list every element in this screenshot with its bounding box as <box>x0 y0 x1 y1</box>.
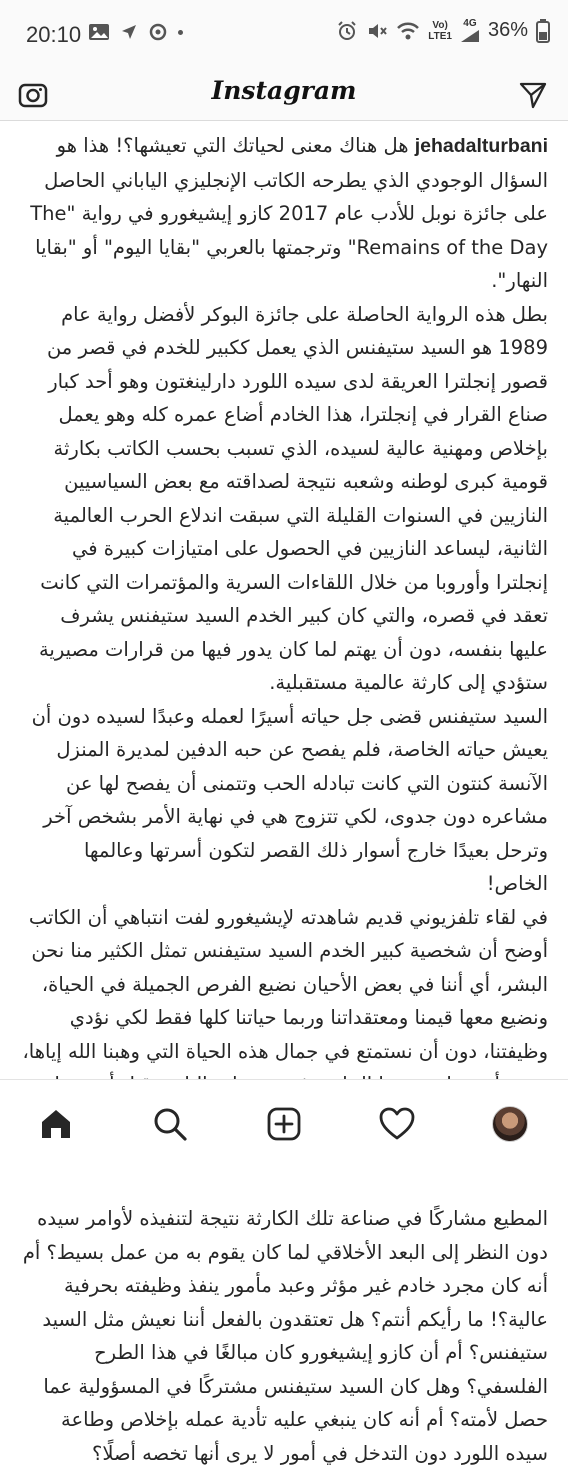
add-post-icon <box>266 1106 302 1142</box>
post-caption-area[interactable] <box>0 121 568 1465</box>
battery-icon <box>536 19 550 43</box>
status-right-icons <box>336 18 550 43</box>
network-gen-label: 4G <box>463 18 477 29</box>
nav-search[interactable] <box>150 1104 190 1144</box>
network-type <box>428 20 452 42</box>
signal-icon <box>460 29 480 43</box>
gallery-icon <box>88 22 110 42</box>
app-title: Instagram <box>211 76 357 105</box>
caption-paragraph: المطيع مشاركًا في صناعة تلك الكارثة نتيجة لتنفيذه لأوامر سيده دون النظر إلى البعد الأخلاقي لما كان يقوم به من عمل بسيط؟ أم أنه كان مجرد خادم غير مؤثر وعبد مأمور ينفذ وظيفته بحرفية عالية؟! ما رأيكم أنتم؟ هل تعتقدون بالفعل أننا نعيش مثل السيد ستيفنس؟ أم أن كازو إيشيغورو كان مبالغًا في هذا الطرح الفلسفي؟ وهل كان السيد ستيفنس مشتركًا في المسؤولية عما حصل لأمته؟ أم أنه كان ينبغي عليه تأدية عمله بإخلاص وطاعة سيده اللورد دون التدخل في أمور لا يرى أنها تخصه أصلًا؟ <box>22 1207 548 1465</box>
post-username[interactable]: jehadalturbani <box>414 135 548 157</box>
activity-heart-icon <box>378 1106 416 1142</box>
direct-message-icon <box>518 80 548 110</box>
alarm-icon <box>336 20 358 42</box>
app-header <box>0 68 568 121</box>
caption-text <box>0 121 568 1470</box>
system-nav-area <box>0 1165 568 1200</box>
more-dot-icon <box>178 30 183 35</box>
navigation-arrow-icon <box>120 23 138 41</box>
search-icon <box>152 1106 188 1142</box>
caption-paragraph-text: هل هناك معنى لحياتك التي تعيشها؟! هذا هو السؤال الوجودي الذي يطرحه الكاتب الإنجليزي الياباني الحاصل على جائزة نوبل للأدب عام 2017 كازو إيشيغورو في رواية "The Remains of the Day" وترجمتها بالعربي "بقايا اليوم" أو "بقايا النهار". <box>30 134 548 292</box>
nav-add-post[interactable] <box>264 1104 304 1144</box>
caption-paragraph: بطل هذه الرواية الحاصلة على جائزة البوكر لأفضل رواية عام 1989 هو السيد ستيفنس الذي يعمل ككبير للخدم في قصر من قصور إنجلترا العريقة لدى سيده اللورد دارلينغتون وهو أحد كبار صناع القرار في إنجلترا، هذا الخادم أضاع عمره كله وهو يعمل بإخلاص ومهنية عالية لسيده، الذي تسبب بحسب الكاتب بكارثة قومية كبرى لوطنه وشعبه نتيجة لصداقته مع بعض السياسيين النازيين في السنوات القليلة التي سبقت اندلاع الحرب العالمية الثانية، ليساعد النازيين في الحصول على امتيازات كبيرة في إنجلترا وأوروبا من خلال اللقاءات السرية والمؤتمرات التي كانت تعقد في قصره، والتي كان كبير الخدم السيد ستيفنس يشرف عليها بنفسه، دون أن يهتم لما كان يدور فيها من قرارات مصيرية ستؤدي إلى كارثة عالمية مستقبلية. <box>38 302 548 694</box>
nav-home[interactable] <box>36 1104 76 1144</box>
caption-paragraph: السيد ستيفنس قضى جل حياته أسيرًا لعمله وعبدًا لسيده دون أن يعيش حياته الخاصة، فلم يفصح عن حبه الدفين لمديرة المنزل الآنسة كنتون التي كانت تبادله الحب وتتمنى أن يفصح لها عن مشاعره دون جدوى، لكي تتزوج هي في نهاية الأمر بشخص آخر وترحل بعيدًا خارج أسوار ذلك القصر لتكون أسرتها وعالمها الخاص! <box>31 704 548 895</box>
network-bottom-label: LTE1 <box>428 30 452 42</box>
status-time: 20:10 <box>26 22 82 47</box>
status-left-icons <box>88 22 183 42</box>
direct-message-button[interactable] <box>518 80 548 110</box>
mute-icon <box>366 20 388 42</box>
caption-paragraph <box>22 129 548 298</box>
battery-percent: 36% <box>487 19 528 41</box>
network-top-label: Vo) <box>432 19 448 31</box>
sync-icon <box>148 22 168 42</box>
signal-group <box>460 18 480 43</box>
status-bar <box>0 0 568 68</box>
profile-avatar <box>492 1106 528 1142</box>
nav-activity[interactable] <box>377 1104 417 1144</box>
wifi-icon <box>396 20 420 42</box>
home-icon <box>38 1106 74 1142</box>
nav-profile[interactable] <box>490 1104 530 1144</box>
caption-paragraph: في لقاء تلفزيوني قديم شاهدته لإيشيغورو لفت انتباهي أن الكاتب أوضح أن شخصية كبير الخدم السيد ستيفنس تمثل الكثير منا نحن البشر، أي أننا في بعض الأحيان نضيع الفرص الجميلة في الحياة، ونضيع معها قيمنا ومعتقداتنا وربما حياتنا كلها فقط لكي نؤدي وظيفتنا، دون أن نستمتع في جمال هذه الحياة التي وهبنا الله إياها، <box>22 905 548 1063</box>
